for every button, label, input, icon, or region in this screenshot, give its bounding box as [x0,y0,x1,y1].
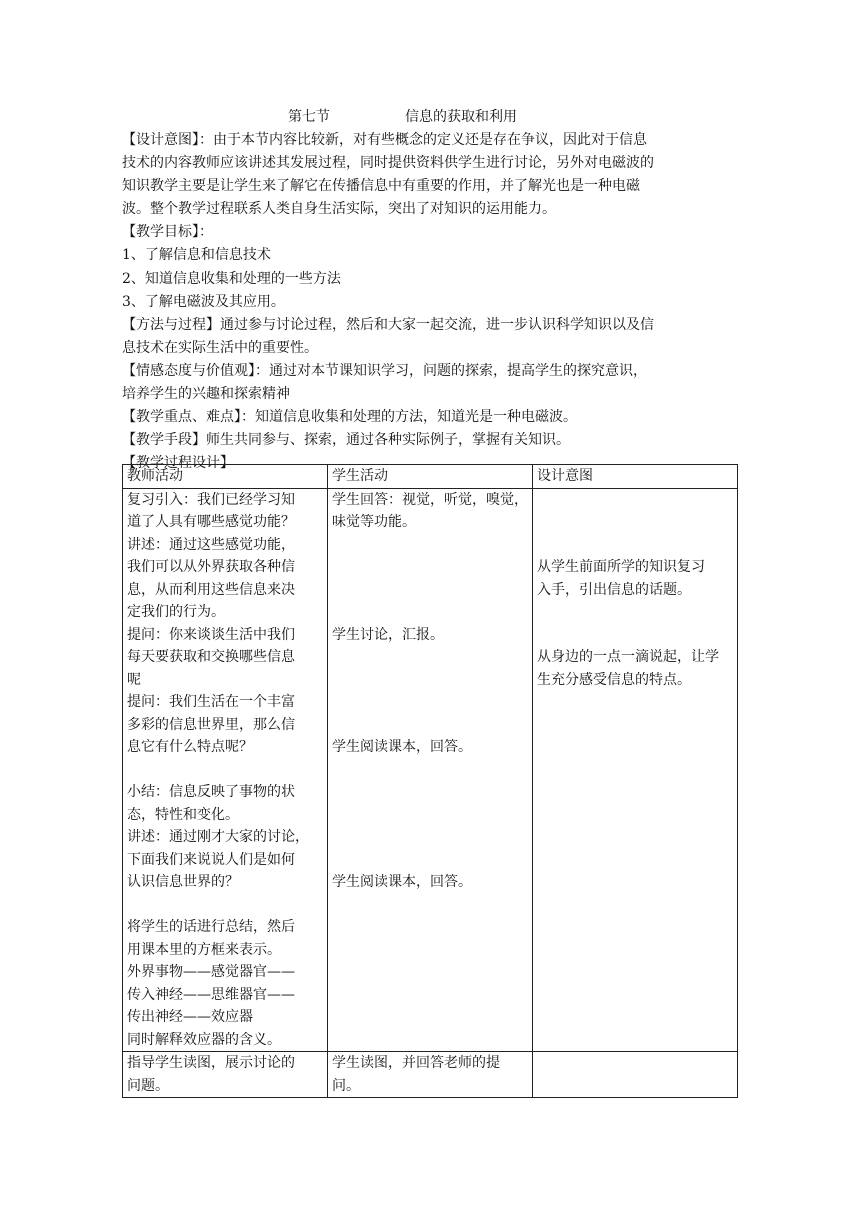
cell-text-line: 传入神经——思维器官—— [127,986,295,1003]
goal-item: 2、知道信息收集和处理的一些方法 [122,270,341,287]
cell-text-line: 入手，引出信息的话题。 [537,581,691,598]
cell-text-line: 传出神经——效应器 [127,1009,253,1025]
attitude-line: 【情感态度与价值观】：通过对本节课知识学习，问题的探索，提高学生的探究意识， [122,362,647,379]
design-intent-cell [533,1052,738,1098]
design-intent-cell [533,488,738,1052]
cell-text-line [332,714,528,737]
goal-item: 3、了解电磁波及其应用。 [122,293,285,310]
process-table [122,464,738,1098]
process-heading: 【教学过程设计】 [122,455,234,472]
cell-text-line [127,759,323,782]
cell-text-line: 从身边的一点一滴说起，让学 [537,649,719,665]
cell-text-line: 学生读图，并回答老师的提 [332,1055,500,1071]
cell-text-line: 呢 [127,671,141,688]
teaching-means: 【教学手段】师生共同参与、探索，通过各种实际例子，掌握有关知识。 [122,432,570,449]
cell-text-line: 将学生的话进行总结，然后 [127,919,295,935]
student-activity-cell [328,488,533,1052]
cell-text-line [332,646,528,669]
cell-text-line: 指导学生读图，展示讨论的 [127,1055,295,1071]
cell-text-line [127,894,323,917]
cell-text-line: 多彩的信息世界里，那么信 [127,716,295,733]
cell-text-line: 定我们的行为。 [127,604,225,620]
table-row [123,1052,738,1098]
cell-text-line: 问。 [332,1077,360,1094]
cell-text-line [332,669,528,692]
cell-text-line: 学生阅读课本，回答。 [332,739,472,755]
cell-text-line: 外界事物——感觉器官—— [127,964,295,980]
goals-heading: 【教学目标】： [122,224,213,241]
cell-text-line [537,624,733,647]
cell-text-line [332,781,528,804]
section-topic: 信息的获取和利用 [405,109,517,125]
lesson-intro [122,129,722,475]
cell-text-line [332,691,528,714]
cell-text-line: 同时解释效应器的含义。 [127,1031,281,1048]
header-design-intent: 设计意图 [533,465,738,489]
cell-text-line [332,534,528,557]
cell-text-line: 从学生前面所学的知识复习 [537,559,705,575]
cell-text-line: 提问：你来谈谈生活中我们 [127,626,295,643]
cell-text-line: 我们可以从外界获取各种信 [127,559,295,575]
cell-text-line [332,579,528,602]
teacher-activity-cell [123,1052,328,1098]
cell-text-line [537,534,733,557]
teacher-activity-cell [123,488,328,1052]
header-student-activity: 学生活动 [328,465,533,489]
cell-text-line: 问题。 [127,1077,169,1094]
key-points: 【教学重点、难点】：知道信息收集和处理的方法，知道光是一种电磁波。 [122,409,577,426]
method-line: 【方法与过程】通过参与讨论过程，然后和大家一起交流，进一步认识科学知识以及信 [122,316,654,333]
cell-text-line: 小结：信息反映了事物的状 [127,784,295,800]
section-number: 第七节 [288,109,330,125]
cell-text-line: 下面我们来说说人们是如何 [127,851,295,868]
cell-text-line: 提问：我们生活在一个丰富 [127,694,295,710]
cell-text-line: 态，特性和变化。 [127,806,239,823]
header-teacher-activity: 教师活动 [123,465,328,489]
cell-text-line [332,826,528,849]
cell-text-line: 讲述：通过刚才大家的讨论， [127,829,309,845]
table-row [123,488,738,1052]
cell-text-line: 息它有什么特点呢？ [127,739,253,755]
design-intent-line: 波。整个教学过程联系人类自身生活实际，突出了对知识的运用能力。 [122,201,556,218]
cell-text-line [332,601,528,624]
table-header-row [123,465,738,489]
attitude-line: 培养学生的兴趣和探索精神 [122,386,290,403]
cell-text-line [332,759,528,782]
cell-text-line: 学生回答：视觉，听觉，嗅觉， [332,491,528,508]
cell-text-line: 认识信息世界的？ [127,874,239,890]
cell-text-line [537,601,733,624]
cell-text-line [537,511,733,534]
cell-text-line [537,489,733,512]
cell-text-line: 息，从而利用这些信息来决 [127,581,295,598]
cell-text-line [332,556,528,579]
design-intent-line: 【设计意图】：由于本节内容比较新，对有些概念的定义还是存在争议，因此对于信息 [122,132,647,148]
design-intent-line: 知识教学主要是让学生来了解它在传播信息中有重要的作用，并了解光也是一种电磁 [122,178,640,195]
cell-text-line: 讲述：通过这些感觉功能， [127,536,295,553]
cell-text-line: 味觉等功能。 [332,514,416,530]
cell-text-line: 学生阅读课本，回答。 [332,874,472,890]
cell-text-line [332,849,528,872]
cell-text-line: 道了人具有哪些感觉功能？ [127,514,295,530]
design-intent-line: 技术的内容教师应该讲述其发展过程，同时提供资料供学生进行讨论，另外对电磁波的 [122,155,654,172]
goal-item: 1、了解信息和信息技术 [122,247,271,264]
cell-text-line: 复习引入：我们已经学习知 [127,491,295,508]
cell-text-line: 用课本里的方框来表示。 [127,941,281,958]
student-activity-cell [328,1052,533,1098]
cell-text-line: 每天要获取和交换哪些信息 [127,649,295,665]
cell-text-line: 生充分感受信息的特点。 [537,671,691,688]
method-line: 息技术在实际生活中的重要性。 [122,339,318,356]
cell-text-line: 学生讨论，汇报。 [332,626,444,643]
cell-text-line [332,804,528,827]
